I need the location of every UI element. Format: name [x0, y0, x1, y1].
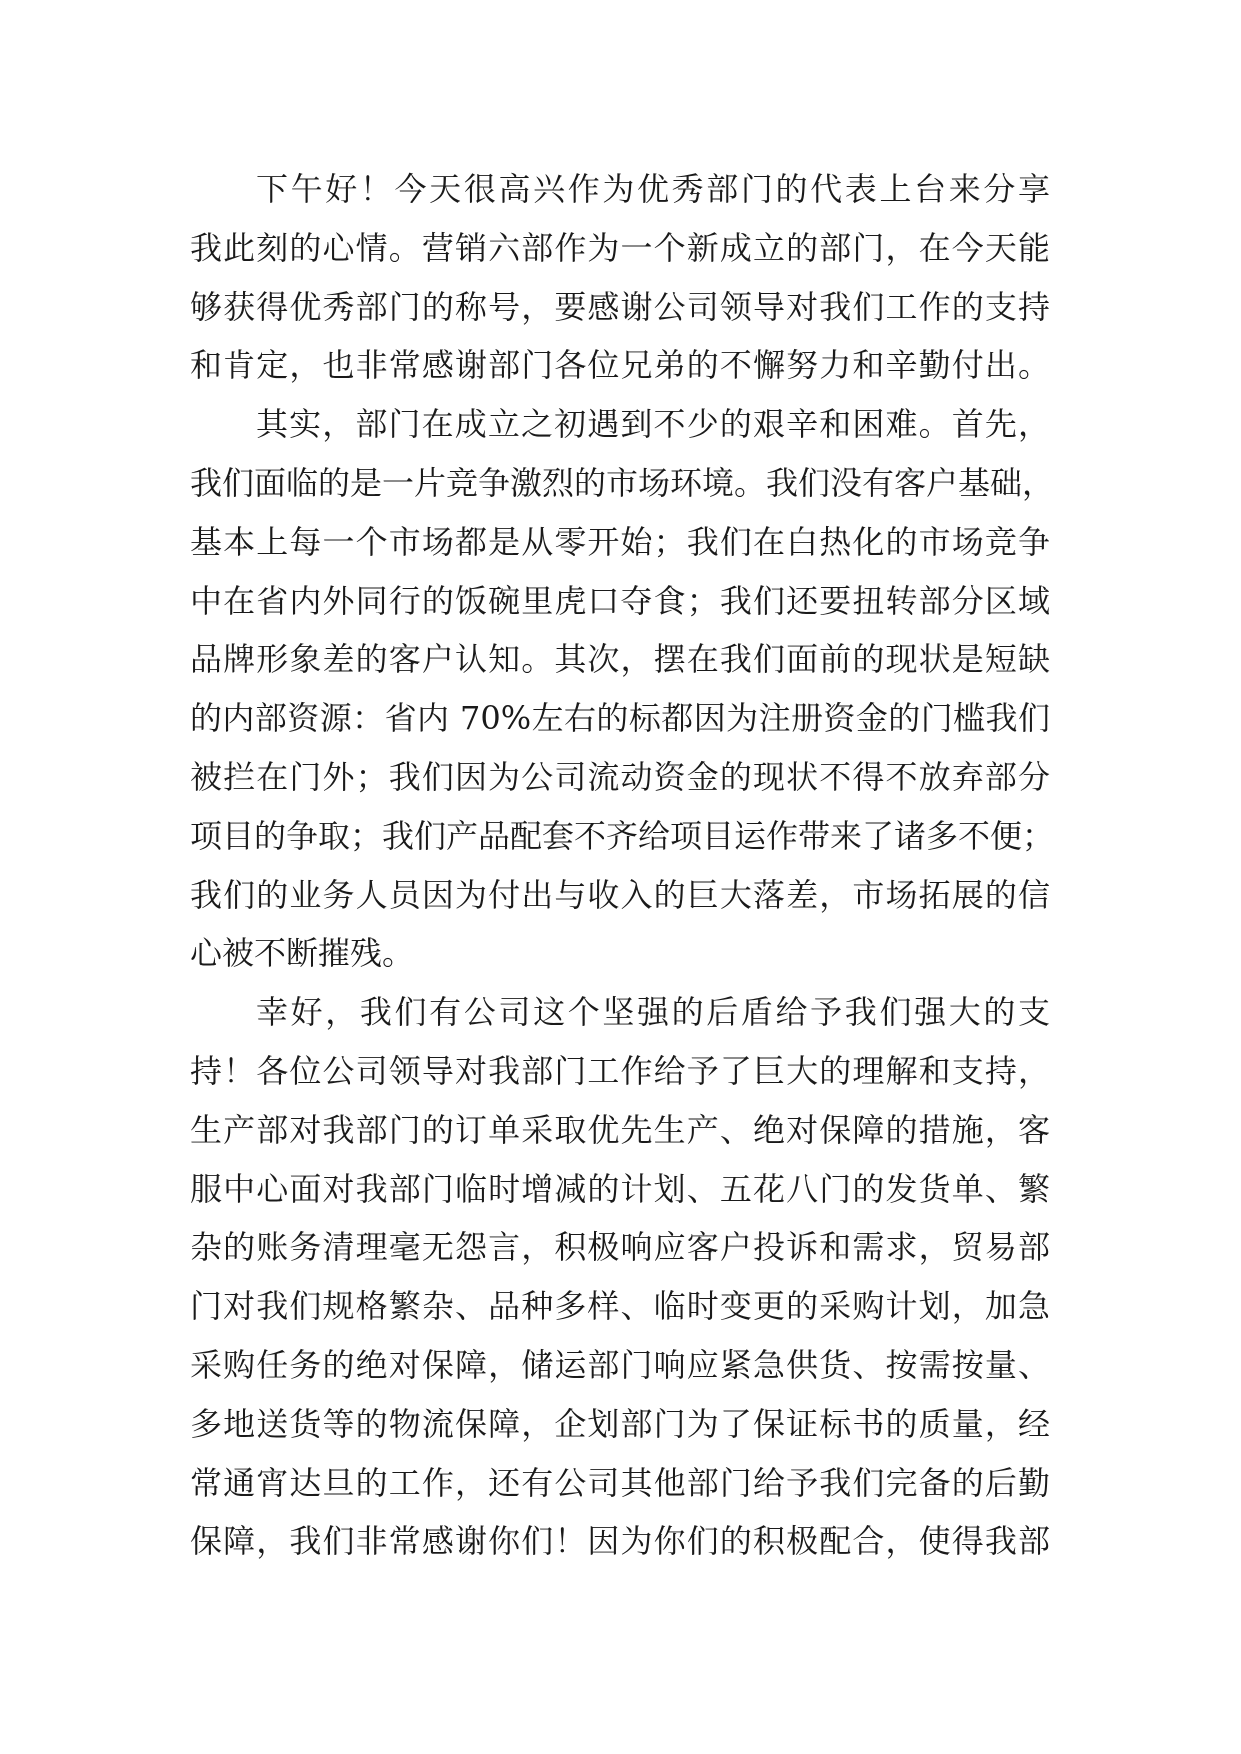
text-line: 采购任务的绝对保障，储运部门响应紧急供货、按需按量、 [190, 1345, 1050, 1384]
text-line: 生产部对我部门的订单采取优先生产、绝对保障的措施，客 [190, 1110, 1050, 1149]
text-line: 保障，我们非常感谢你们！因为你们的积极配合，使得我部 [190, 1522, 1050, 1561]
text-line: 我们面临的是一片竞争激烈的市场环境。我们没有客户基础， [190, 463, 1055, 502]
text-line: 常通宵达旦的工作，还有公司其他部门给予我们完备的后勤 [190, 1463, 1050, 1502]
text-line: 我此刻的心情。营销六部作为一个新成立的部门，在今天能 [190, 228, 1050, 267]
text-line: 我们的业务人员因为付出与收入的巨大落差，市场拓展的信 [190, 875, 1050, 914]
text-line: 够获得优秀部门的称号，要感谢公司领导对我们工作的支持 [190, 287, 1050, 326]
text-line: 杂的账务清理毫无怨言，积极响应客户投诉和需求，贸易部 [190, 1228, 1050, 1267]
text-line: 品牌形象差的客户认知。其次，摆在我们面前的现状是短缺 [190, 640, 1050, 679]
document-body [190, 160, 1055, 1571]
text-line: 其实，部门在成立之初遇到不少的艰辛和困难。首先， [256, 405, 1050, 444]
text-line: 服中心面对我部门临时增减的计划、五花八门的发货单、繁 [190, 1169, 1050, 1208]
text-line: 基本上每一个市场都是从零开始；我们在白热化的市场竞争 [190, 522, 1050, 561]
text-line: 下午好！今天很高兴作为优秀部门的代表上台来分享 [256, 170, 1050, 208]
text-line: 和肯定，也非常感谢部门各位兄弟的不懈努力和辛勤付出。 [190, 346, 1050, 385]
text-line: 中在省内外同行的饭碗里虎口夺食；我们还要扭转部分区域 [190, 581, 1050, 620]
text-line: 多地送货等的物流保障，企划部门为了保证标书的质量，经 [190, 1404, 1050, 1443]
text-line: 项目的争取；我们产品配套不齐给项目运作带来了诸多不便； [190, 816, 1055, 855]
text-line: 门对我们规格繁杂、品种多样、临时变更的采购计划，加急 [190, 1287, 1050, 1326]
text-line: 心被不断摧残。 [190, 934, 415, 973]
text-line: 幸好，我们有公司这个坚强的后盾给予我们强大的支 [256, 993, 1050, 1032]
text-line: 的内部资源：省内 70%左右的标都因为注册资金的门槛我们 [190, 699, 1050, 738]
text-line: 被拦在门外；我们因为公司流动资金的现状不得不放弃部分 [190, 757, 1050, 796]
text-line: 持！各位公司领导对我部门工作给予了巨大的理解和支持， [190, 1051, 1050, 1090]
